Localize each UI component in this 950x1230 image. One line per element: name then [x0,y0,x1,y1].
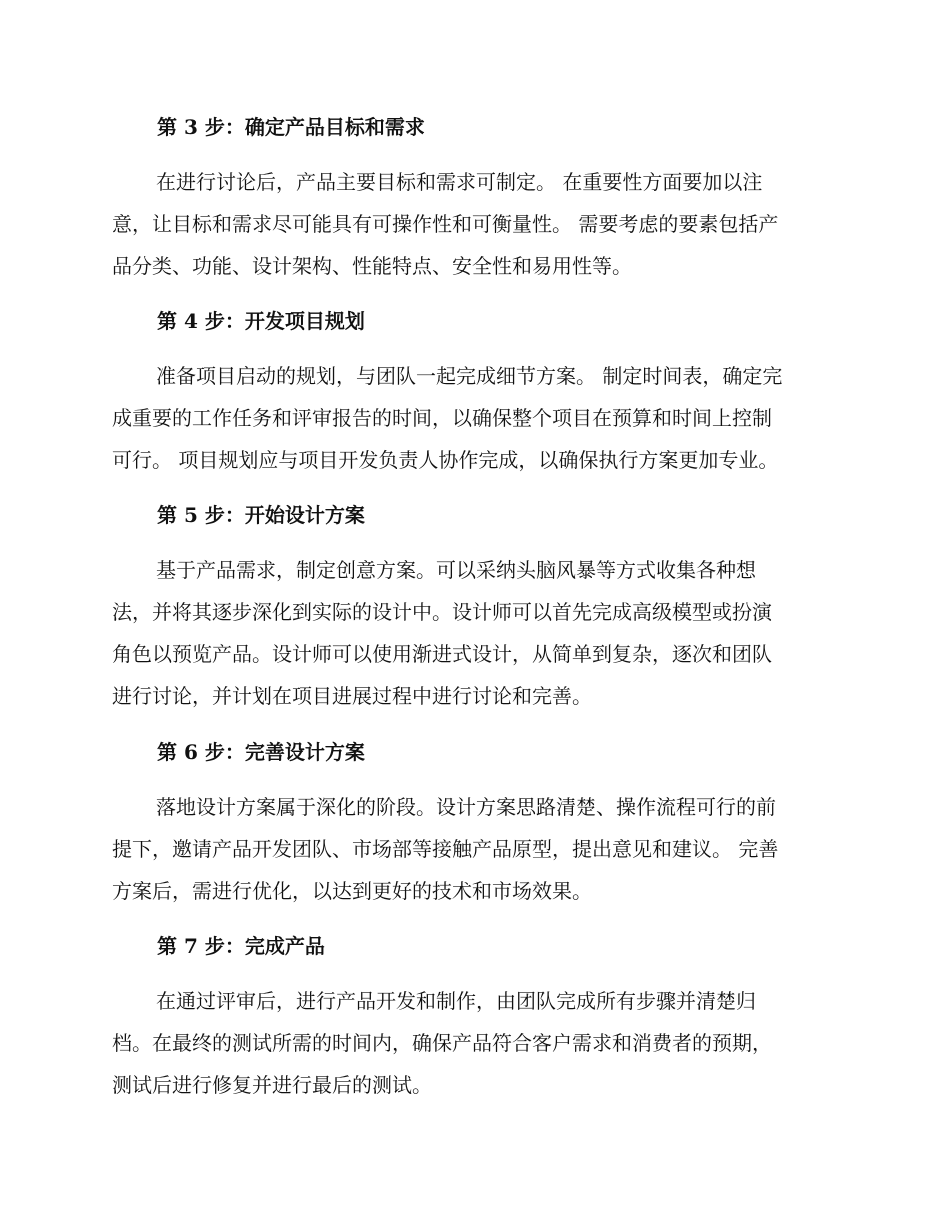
body-line: 落地设计方案属于深化的阶段。设计方案思路清楚、操作流程可行的前 [156,795,776,819]
section-body-step-3 [112,161,838,287]
section-heading-step-6: 第 6 步：完善设计方案 [157,740,365,764]
body-line: 在进行讨论后，产品主要目标和需求可制定。 在重要性方面要加以注 [156,170,763,194]
body-line: 法，并将其逐步深化到实际的设计中。设计师可以首先完成高级模型或扮演 [112,600,772,624]
section-body-step-7 [112,980,838,1106]
body-line: 提下，邀请产品开发团队、市场部等接触产品原型，提出意见和建议。 完善 [112,837,779,861]
body-line: 品分类、功能、设计架构、性能特点、安全性和易用性等。 [112,254,632,278]
body-line: 方案后，需进行优化，以达到更好的技术和市场效果。 [112,879,592,903]
body-line: 基于产品需求，制定创意方案。可以采纳头脑风暴等方式收集各种想 [156,558,756,582]
body-line: 在通过评审后，进行产品开发和制作，由团队完成所有步骤并清楚归 [156,989,756,1013]
section-body-step-6 [112,786,838,912]
body-line: 档。在最终的测试所需的时间内，确保产品符合客户需求和消费者的预期， [112,1031,772,1055]
section-heading-step-5: 第 5 步：开始设计方案 [157,503,365,527]
section-heading-step-7: 第 7 步：完成产品 [157,934,325,958]
body-line: 角色以预览产品。设计师可以使用渐进式设计，从简单到复杂，逐次和团队 [112,642,772,666]
body-line: 准备项目启动的规划，与团队一起完成细节方案。 制定时间表，确定完 [156,364,783,388]
section-body-step-5 [112,549,838,717]
body-line: 测试后进行修复并进行最后的测试。 [112,1073,432,1097]
body-line: 成重要的工作任务和评审报告的时间，以确保整个项目在预算和时间上控制 [112,406,772,430]
body-line: 可行。 项目规划应与项目开发负责人协作完成，以确保执行方案更加专业。 [112,448,779,472]
section-heading-step-3: 第 3 步：确定产品目标和需求 [157,115,425,139]
section-heading-step-4: 第 4 步：开发项目规划 [157,309,365,333]
body-line: 进行讨论，并计划在项目进展过程中进行讨论和完善。 [112,684,592,708]
body-line: 意，让目标和需求尽可能具有可操作性和可衡量性。 需要考虑的要素包括产 [112,212,779,236]
section-body-step-4 [112,355,838,481]
